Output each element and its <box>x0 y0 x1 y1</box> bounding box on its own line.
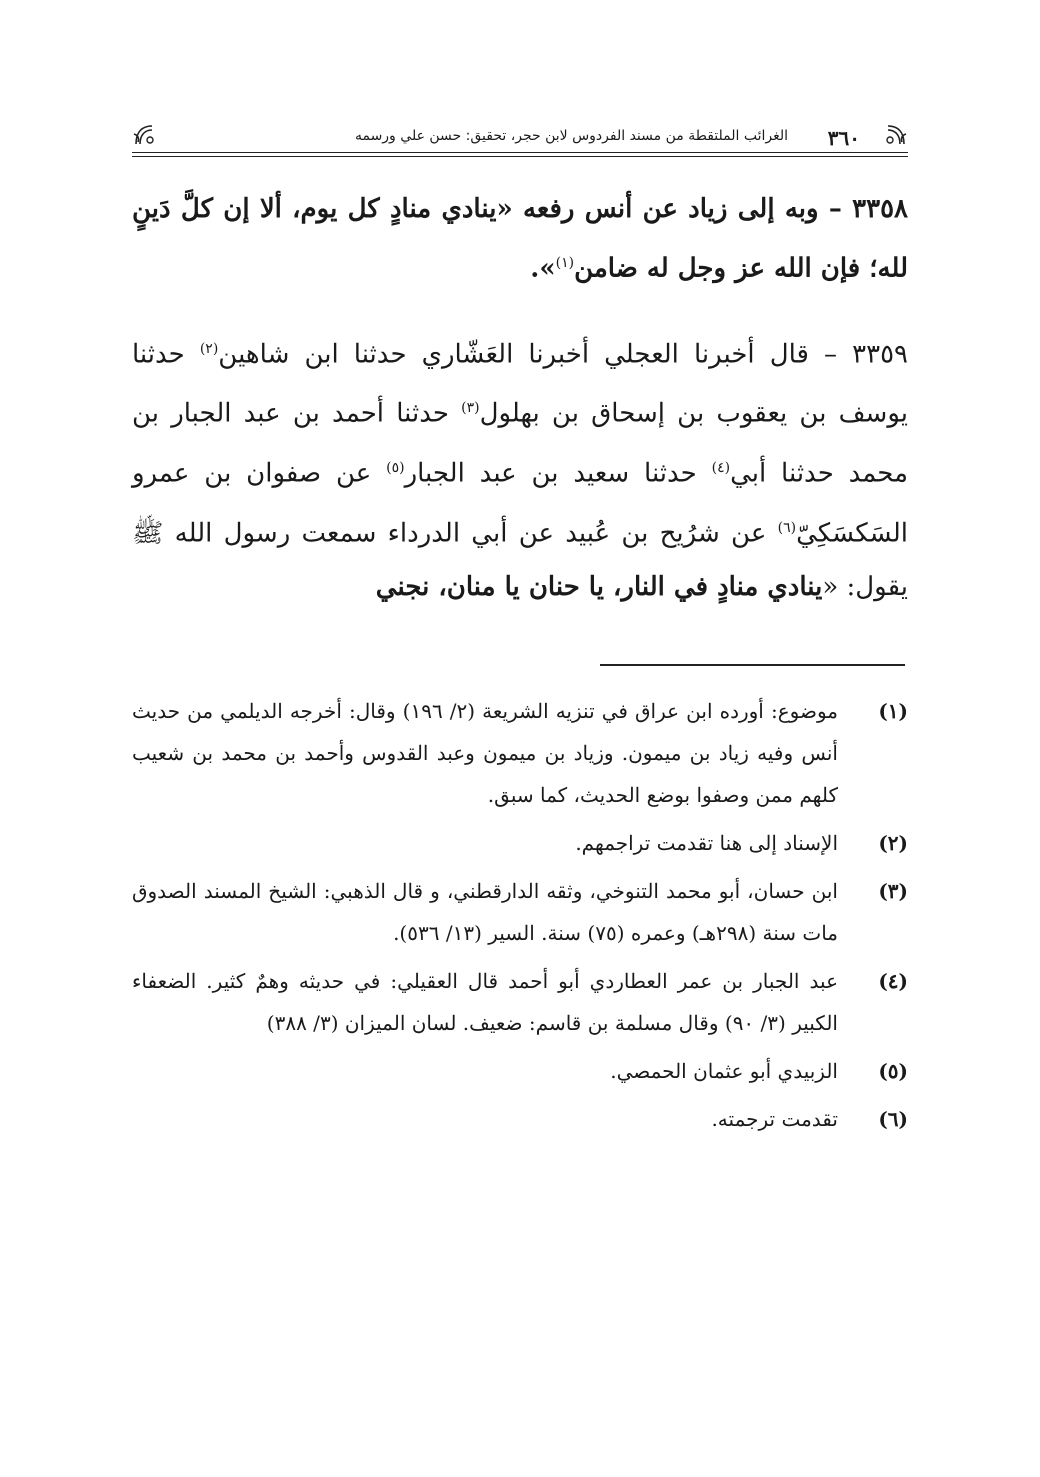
page-header <box>132 118 908 160</box>
footnote-text: الزبيدي أبو عثمان الحمصي. <box>610 1059 838 1083</box>
header-rule <box>132 156 908 157</box>
corner-ornament-icon <box>132 122 156 148</box>
header-rule <box>132 152 908 153</box>
hadith-number: ٣٣٥٨ – وبه إلى زياد عن أنس رفعه « <box>496 194 908 224</box>
footnote-ref[interactable]: (٤) <box>711 459 731 476</box>
isnad-text: عن شرُيح بن عُبيد عن أبي الدرداء سمعت رسول الله ﷺ يقول: « <box>132 518 908 603</box>
isnad-text: عن صفوان بن عمرو السَكسَكِيّ <box>132 458 908 549</box>
isnad-text: حدثنا يوسف بن يعقوب بن إسحاق بن بهلول <box>132 339 908 429</box>
footnote-number: (٢) <box>878 831 908 855</box>
footnote-ref[interactable]: (١) <box>555 255 575 271</box>
footnote-separator <box>600 664 905 666</box>
hadith-3358 <box>132 182 908 296</box>
footnote-number: (٦) <box>878 1107 908 1131</box>
hadith-text: ينادي منادٍ في النار، يا حنان يا منان، نجني <box>375 572 823 603</box>
main-text <box>132 182 908 614</box>
footnotes <box>132 690 908 1146</box>
footnote-text: عبد الجبار بن عمر العطاردي أبو أحمد قال العقيلي: في حديثه وهمٌ كثير. الضعفاء الكبير (٣/ ٩٠) وقال مسلمة بن قاسم: ضعيف. لسان الميزان (٣/ ٣٨٨) <box>132 969 838 1035</box>
footnote-ref[interactable]: (٣) <box>461 400 480 417</box>
footnote-ref[interactable]: (٥) <box>386 459 405 476</box>
footnote-item <box>132 1098 908 1140</box>
isnad-text: حدثنا سعيد بن عبد الجبار <box>404 458 712 489</box>
page-number: ٣٦٠ <box>827 126 860 150</box>
corner-ornament-icon <box>884 122 908 148</box>
isnad-text: حدثنا أحمد بن عبد الجبار بن محمد حدثنا أبي <box>132 398 908 489</box>
running-title: الغرائب الملتقطة من مسند الفردوس لابن حجر، تحقيق: حسن علي ورسمه <box>354 128 788 144</box>
hadith-3359 <box>132 322 908 615</box>
footnote-ref[interactable]: (٦) <box>777 519 797 536</box>
footnote-ref[interactable]: (٢) <box>199 340 219 357</box>
footnote-number: (٥) <box>878 1059 908 1083</box>
footnote-number: (١) <box>878 699 908 723</box>
footnote-text: تقدمت ترجمته. <box>711 1107 838 1131</box>
footnote-number: (٣) <box>878 879 908 903</box>
footnote-text: موضوع: أورده ابن عراق في تنزيه الشريعة (٢/ ١٩٦) وقال: أخرجه الديلمي من حديث أنس وفيه زياد بن ميمون. وزياد بن ميمون وعبد القدوس وأحمد بن محمد بن شعيب كلهم ممن وصفوا بوضع الحديث، كما سبق. <box>132 699 838 807</box>
isnad-text: ٣٣٥٩ – قال أخبرنا العجلي أخبرنا العَشّاري حدثنا ابن شاهين <box>218 339 909 370</box>
footnote-number: (٤) <box>878 969 908 993</box>
hadith-end: ». <box>530 253 556 284</box>
footnote-text: ابن حسان، أبو محمد التنوخي، وثقه الدارقطني، و قال الذهبي: الشيخ المسند الصدوق مات سنة (٢٩٨هـ) وعمره (٧٥) سنة. السير (١٣/ ٥٣٦). <box>132 879 838 945</box>
footnote-item <box>132 960 908 1044</box>
footnote-item <box>132 690 908 816</box>
footnote-item <box>132 870 908 954</box>
footnote-item <box>132 822 908 864</box>
hadith-text: ينادي منادٍ كل يوم، ألا إن كلَّ دَينٍ لله؛ فإن الله عز وجل له ضامن <box>132 194 908 284</box>
footnote-item <box>132 1050 908 1092</box>
footnote-text: الإسناد إلى هنا تقدمت تراجمهم. <box>575 831 838 855</box>
